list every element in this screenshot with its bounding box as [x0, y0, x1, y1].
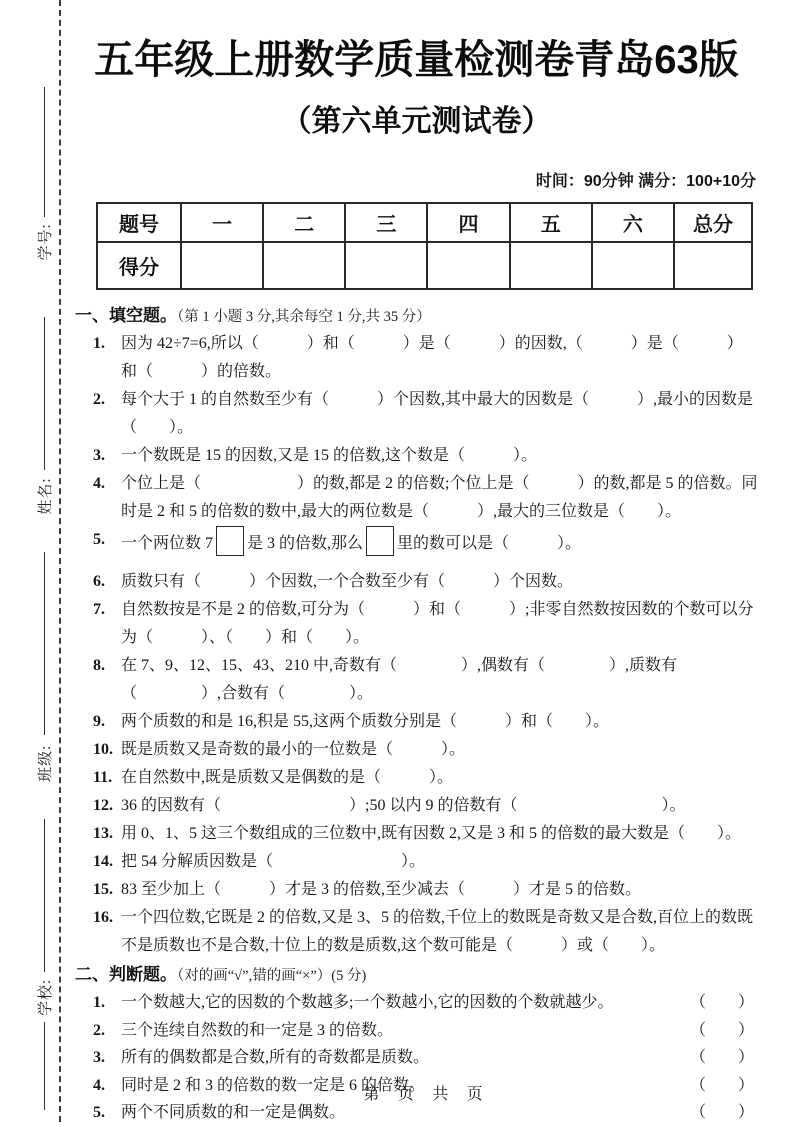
score-col-6: 六	[592, 203, 674, 242]
question-text	[121, 526, 758, 558]
question-item	[75, 596, 758, 652]
question-text: 所有的偶数都是合数,所有的奇数都是质数。	[121, 1049, 430, 1066]
write-in-line	[44, 87, 45, 217]
answer-box	[216, 526, 244, 556]
question-number: 6.	[93, 573, 105, 590]
question-item	[75, 1017, 758, 1045]
judge-answer-paren: （ ）	[689, 1076, 754, 1094]
question-number: 2.	[93, 1021, 105, 1039]
page-title: 五年级上册数学质量检测卷青岛63版	[94, 38, 739, 82]
score-cell	[674, 242, 752, 289]
question-number: 12.	[93, 797, 113, 814]
question-item	[75, 330, 758, 386]
question-text-part: 是 3 的倍数,那么	[247, 535, 364, 552]
question-item	[75, 764, 758, 792]
question-text: 自然数按是不是 2 的倍数,可分为（ ）和（ ）;非零自然数按因数的个数可以分为（ ）、（ ）和（ ）。	[121, 601, 754, 646]
question-item	[75, 989, 758, 1017]
question-text: 在 7、9、12、15、43、210 中,奇数有（ ）,偶数有（ ）,质数有（ ）,合数有（ ）。	[121, 657, 678, 702]
fill-in-blank-questions	[75, 330, 758, 960]
question-text: 36 的因数有（ ）;50 以内 9 的倍数有（ ）。	[121, 797, 686, 814]
score-cell	[263, 242, 345, 289]
question-item	[75, 470, 758, 526]
question-text: 两个质数的和是 16,积是 55,这两个质数分别是（ ）和（ ）。	[121, 713, 610, 730]
question-number: 3.	[93, 1049, 105, 1066]
question-text: 在自然数中,既是质数又是偶数的是（ ）。	[121, 769, 454, 786]
question-number: 1.	[93, 994, 105, 1011]
score-cell	[427, 242, 509, 289]
question-text-part: 里的数可以是（ ）。	[397, 535, 582, 552]
score-table-header-row	[97, 203, 752, 242]
question-number: 16.	[93, 909, 113, 926]
question-item	[75, 876, 758, 904]
question-item	[75, 442, 758, 470]
question-number: 11.	[93, 769, 113, 786]
question-number: 4.	[93, 1076, 105, 1094]
page-subtitle: （第六单元测试卷）	[281, 105, 552, 138]
score-table	[96, 202, 753, 290]
judge-answer-paren: （ ）	[689, 1021, 754, 1039]
score-table-label-defen: 得分	[97, 242, 181, 289]
question-number: 3.	[93, 447, 105, 464]
question-item	[75, 736, 758, 764]
question-text: 质数只有（ ）个因数,一个合数至少有（ ）个因数。	[121, 573, 574, 590]
score-cell	[181, 242, 263, 289]
question-item	[75, 792, 758, 820]
score-table-label-tihao: 题号	[97, 203, 181, 242]
question-text: 83 至少加上（ ）才是 3 的倍数,至少减去（ ）才是 5 的倍数。	[121, 881, 642, 898]
question-number: 10.	[93, 741, 113, 758]
question-text: 两个不同质数的和一定是偶数。	[121, 1104, 346, 1121]
write-in-line	[44, 317, 45, 470]
student-info-strip	[28, 0, 60, 1122]
score-col-1: 一	[181, 203, 263, 242]
question-number: 5.	[93, 1104, 105, 1121]
write-in-line	[44, 819, 45, 972]
section-1-title: 一、填空题。	[75, 306, 177, 325]
section-1-heading	[75, 303, 758, 330]
true-false-questions	[75, 989, 758, 1127]
exam-meta: 时间：90分钟 满分：100+10分	[535, 173, 756, 190]
score-cell	[510, 242, 592, 289]
score-cell	[345, 242, 427, 289]
question-item	[75, 386, 758, 442]
judge-answer-paren: （ ）	[689, 1049, 754, 1066]
write-in-line	[44, 552, 45, 735]
paper-content	[75, 0, 758, 1127]
score-col-total: 总分	[674, 203, 752, 242]
question-item	[75, 708, 758, 736]
question-number: 4.	[93, 475, 105, 492]
question-text: 个位上是（ ）的数,都是 2 的倍数;个位上是（ ）的数,都是 5 的倍数。同时是 2 和 5 的倍数的数中,最大的两位数是（ ）,最大的三位数是（ ）。	[121, 475, 758, 520]
score-table-score-row	[97, 242, 752, 289]
section-2-title: 二、判断题。	[75, 965, 177, 984]
question-number: 7.	[93, 601, 105, 618]
sidebar-field-name: 姓名:	[37, 477, 54, 515]
question-number: 14.	[93, 853, 113, 870]
question-number: 2.	[93, 391, 105, 408]
question-number: 8.	[93, 657, 105, 674]
question-text: 三个连续自然数的和一定是 3 的倍数。	[121, 1021, 394, 1039]
question-item	[75, 820, 758, 848]
question-item	[75, 652, 758, 708]
question-text: 同时是 2 和 3 的倍数的数一定是 6 的倍数。	[121, 1076, 426, 1094]
question-text: 用 0、1、5 这三个数组成的三位数中,既有因数 2,又是 3 和 5 的倍数的最大数是（ ）。	[121, 825, 742, 842]
question-item	[75, 904, 758, 960]
question-item	[75, 1044, 758, 1072]
question-text: 每个大于 1 的自然数至少有（ ）个因数,其中最大的因数是（ ）,最小的因数是（ ）。	[121, 391, 754, 436]
question-text: 因为 42÷7=6,所以（ ）和（ ）是（ ）的因数,（ ）是（ ）和（ ）的倍数。	[121, 335, 743, 380]
score-col-2: 二	[263, 203, 345, 242]
score-col-5: 五	[510, 203, 592, 242]
question-item	[75, 568, 758, 596]
question-text: 一个数越大,它的因数的个数越多;一个数越小,它的因数的个数就越少。	[121, 994, 614, 1011]
judge-answer-paren: （ ）	[689, 1104, 754, 1121]
question-text: 把 54 分解质因数是（ ）。	[121, 853, 426, 870]
sidebar-field-school: 学校:	[37, 978, 54, 1016]
page-footer: 第 页 共 页	[363, 1086, 490, 1103]
section-2-note: （对的画“√”,错的画“×”）(5 分)	[177, 968, 367, 984]
question-number: 15.	[93, 881, 113, 898]
question-item	[75, 848, 758, 876]
score-col-3: 三	[345, 203, 427, 242]
question-number: 5.	[93, 531, 105, 548]
section-1-note: （第 1 小题 3 分,其余每空 1 分,共 35 分）	[177, 309, 431, 325]
section-2-heading	[75, 962, 758, 989]
sidebar-field-class: 班级:	[37, 744, 54, 782]
question-number: 1.	[93, 335, 105, 352]
question-number: 9.	[93, 713, 105, 730]
question-text: 一个数既是 15 的因数,又是 15 的倍数,这个数是（ ）。	[121, 447, 538, 464]
question-text: 一个四位数,它既是 2 的倍数,又是 3、5 的倍数,千位上的数既是奇数又是合数,百位上的数既不是质数也不是合数,十位上的数是质数,这个数可能是（ ）或（ ）。	[121, 909, 754, 954]
score-col-4: 四	[427, 203, 509, 242]
question-item	[75, 526, 758, 558]
question-text: 既是质数又是奇数的最小的一位数是（ ）。	[121, 741, 466, 758]
sidebar-field-student-id: 学号:	[37, 223, 54, 261]
answer-box	[366, 526, 394, 556]
write-in-line	[44, 1022, 45, 1110]
question-text-part: 一个两位数 7	[121, 535, 214, 552]
judge-answer-paren: （ ）	[689, 994, 754, 1011]
score-cell	[592, 242, 674, 289]
question-number: 13.	[93, 825, 113, 842]
